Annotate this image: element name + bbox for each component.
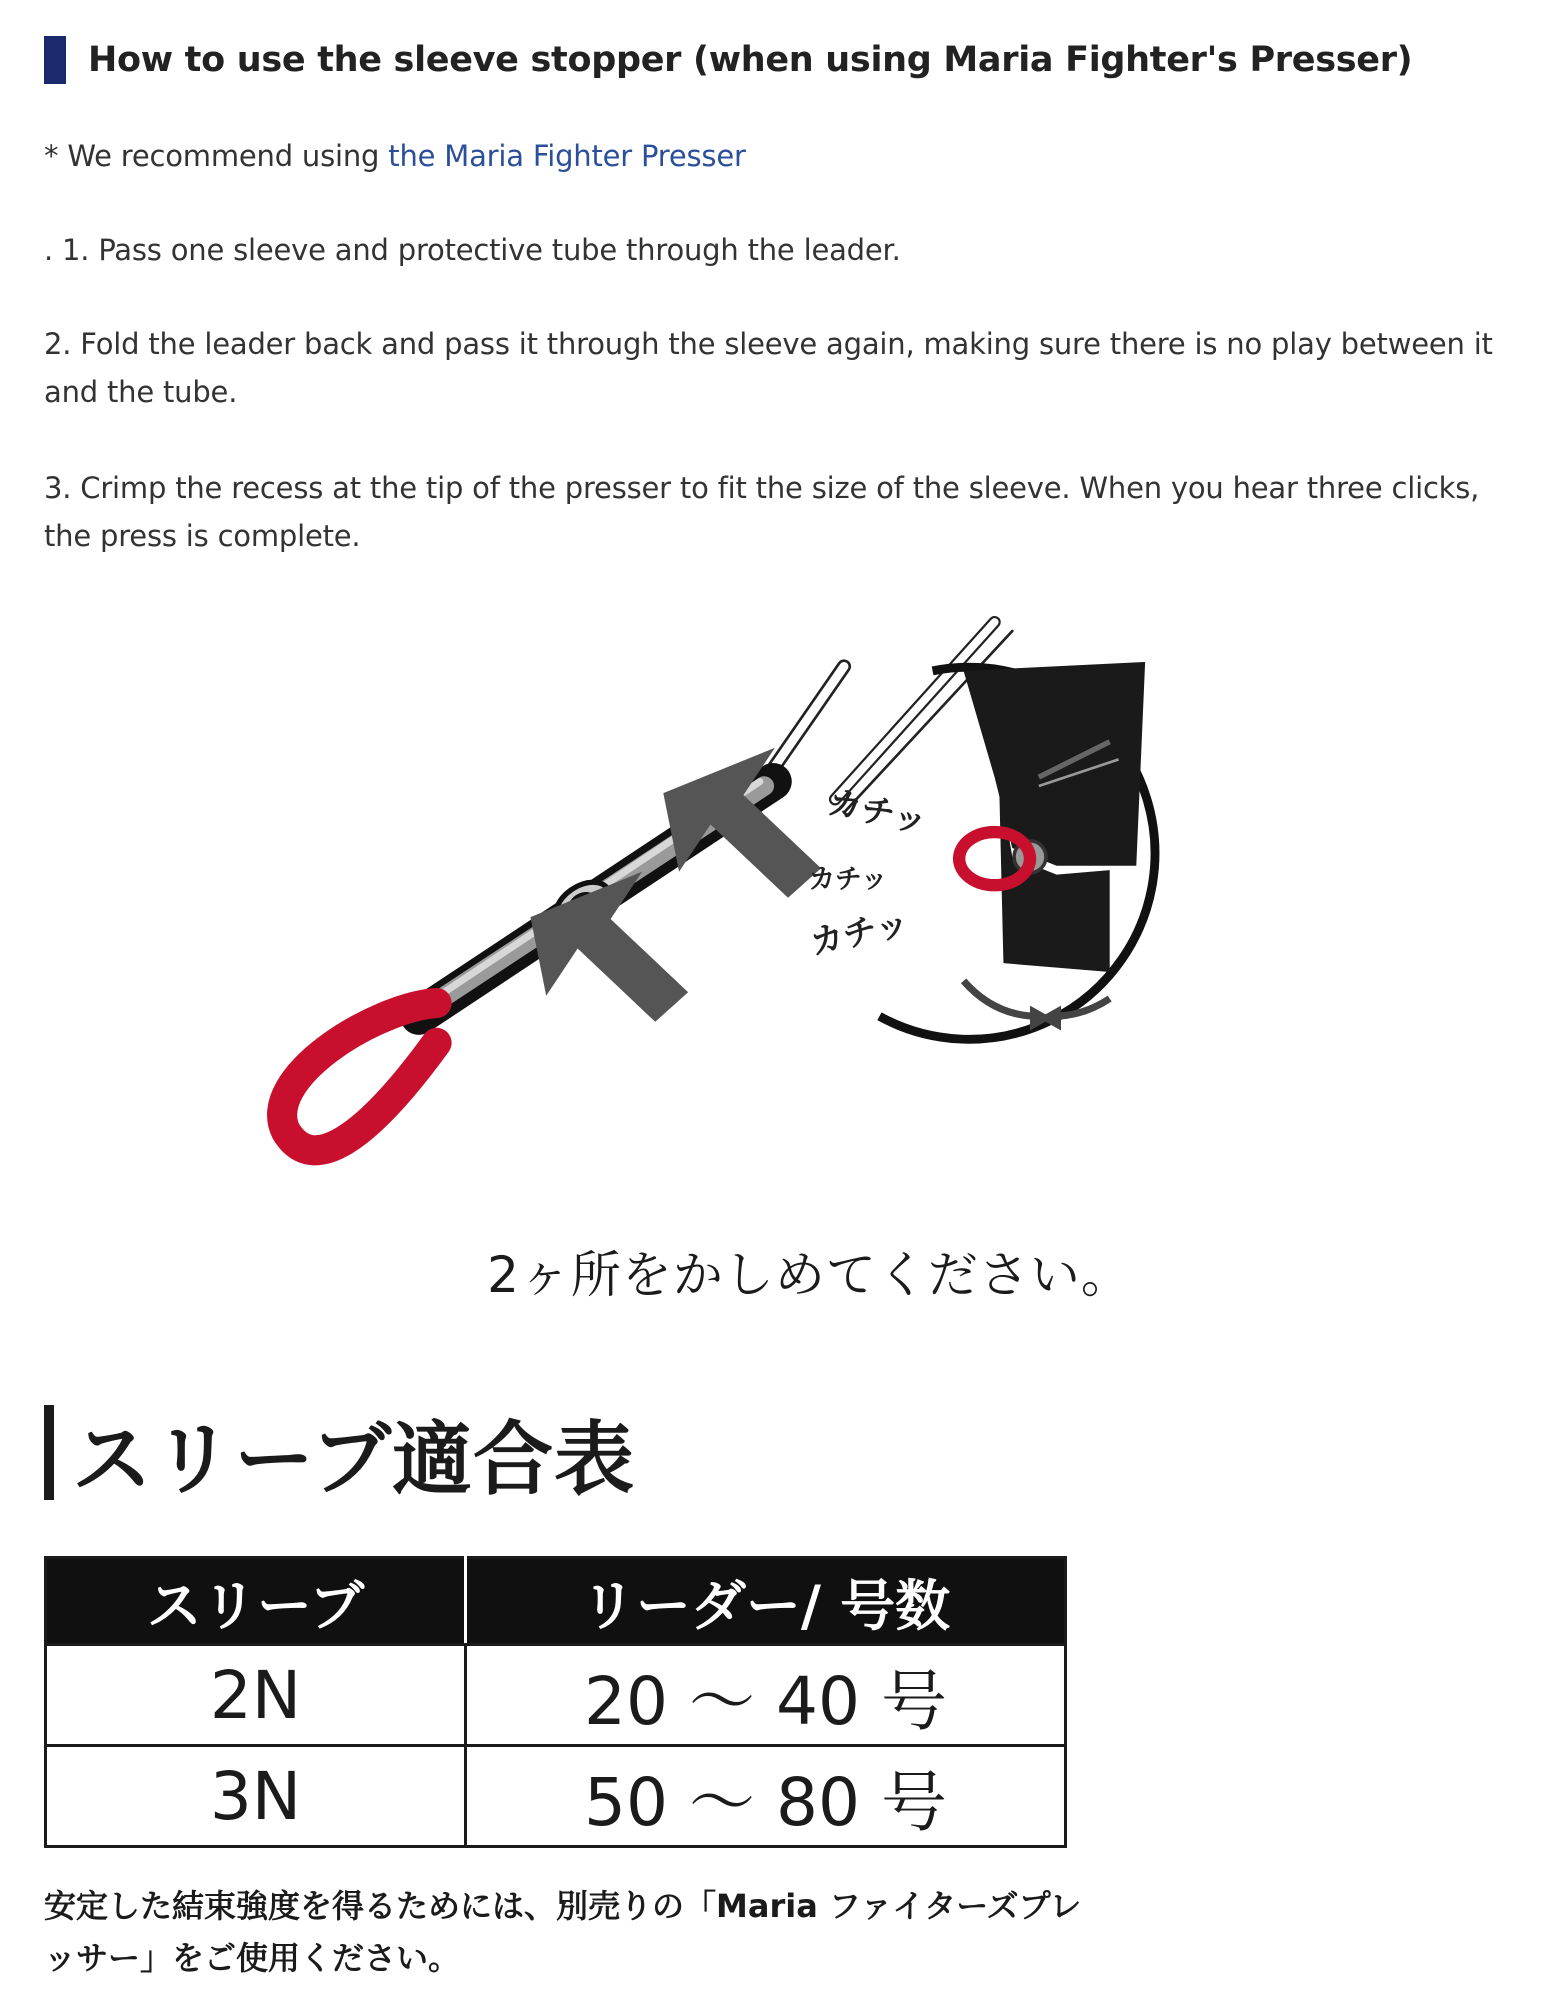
table-header-row [46, 1558, 1066, 1645]
table-heading-bar [44, 1405, 54, 1500]
header-leader: リーダー/ 号数 [466, 1558, 1066, 1645]
header-sleeve: スリーブ [46, 1558, 466, 1645]
step-3: 3. Crimp the recess at the tip of the presser to fit the size of the sleeve. When you hear three clicks, the press is complete. [44, 471, 1480, 553]
caption-text: 2ヶ所をかしめてください。 [487, 1246, 1132, 1304]
cell-sleeve: 3N [46, 1746, 466, 1847]
step-1: . 1. Pass one sleeve and protective tube through the leader. [44, 233, 901, 267]
table-row [46, 1645, 1066, 1746]
presser-zoom [879, 662, 1155, 1039]
section-heading [44, 36, 1504, 84]
click-label-2: カチッ [808, 863, 888, 895]
sleeve-fit-table [44, 1556, 1067, 1848]
presser-link[interactable]: the Maria Fighter Presser [388, 139, 746, 173]
table-row [46, 1746, 1066, 1847]
click-label-1: カチッ [824, 782, 931, 842]
heading-title: How to use the sleeve stopper (when using Maria Fighter's Presser) [88, 40, 1413, 80]
recommend-line [44, 132, 1534, 180]
cell-leader: 50 ～ 80 号 [466, 1746, 1066, 1847]
recommend-prefix: * We recommend using [44, 139, 389, 173]
illustration-caption [0, 1235, 1559, 1307]
table-title: スリーブ適合表 [72, 1413, 635, 1506]
cell-sleeve: 2N [46, 1645, 466, 1746]
click-label-3: カチッ [806, 903, 913, 963]
crimp-illustration [200, 600, 1240, 1220]
click-labels [807, 782, 931, 962]
heading-accent-bar [44, 36, 66, 84]
table-heading [44, 1405, 635, 1506]
presser-note: 安定した結束強度を得るためには、別売りの「Maria ファイターズプレッサー」をご使用ください。 [44, 1887, 1082, 1977]
leader-lines [764, 622, 1012, 812]
step-2: 2. Fold the leader back and pass it through the sleeve again, making sure there is no play between it and the tube. [44, 327, 1493, 409]
cell-leader: 20 ～ 40 号 [466, 1645, 1066, 1746]
